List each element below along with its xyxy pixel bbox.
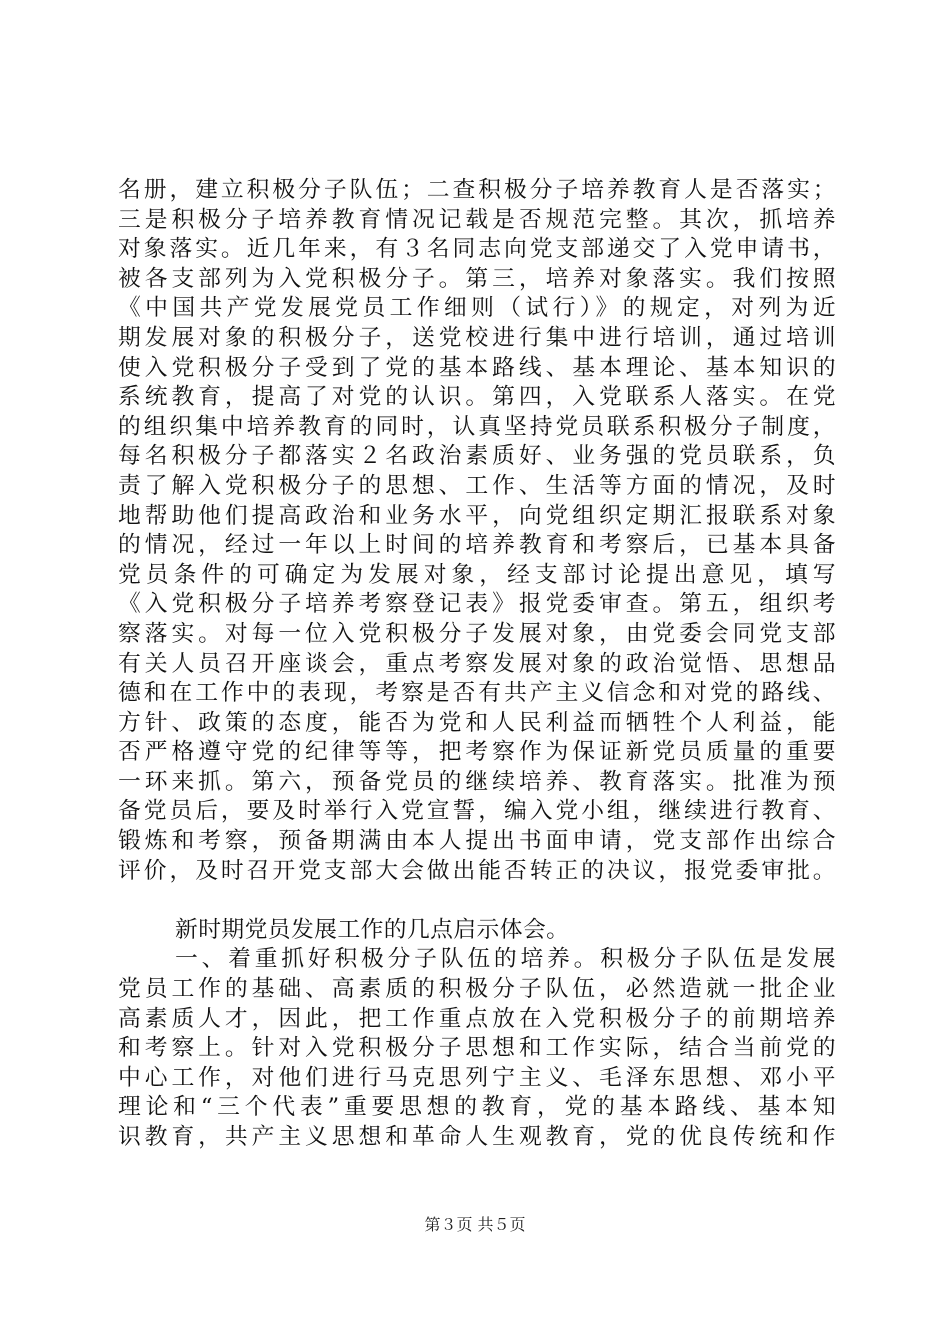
text-line: 系统教育，提高了对党的认识。第四，入党联系人落实。在党 <box>118 384 836 411</box>
text-line: 理论和“三个代表”重要思想的教育，党的基本路线、基本知 <box>118 1094 836 1121</box>
text-line: 中心工作，对他们进行马克思列宁主义、毛泽东思想、邓小平 <box>118 1064 836 1091</box>
text-line: 党员条件的可确定为发展对象，经支部讨论提出意见，填写 <box>118 561 836 588</box>
text-line: 党员工作的基础、高素质的积极分子队伍，必然造就一批企业 <box>118 976 836 1003</box>
text-line: 备党员后，要及时举行入党宣誓，编入党小组，继续进行教育、 <box>118 798 836 825</box>
text-line: 地帮助他们提高政治和业务水平，向党组织定期汇报联系对象 <box>118 502 836 529</box>
text-line: 方针、政策的态度，能否为党和人民利益而牺牲个人利益，能 <box>118 709 836 736</box>
text-line: 识教育，共产主义思想和革命人生观教育，党的优良传统和作 <box>118 1124 836 1150</box>
section-heading: 新时期党员发展工作的几点启示体会。 <box>175 916 570 943</box>
text-line: 一、着重抓好积极分子队伍的培养。积极分子队伍是发展 <box>175 946 836 973</box>
text-line: 《入党积极分子培养考察登记表》报党委审查。第五，组织考 <box>118 591 836 618</box>
text-line: 的组织集中培养教育的同时，认真坚持党员联系积极分子制度， <box>118 413 836 440</box>
text-line: 《中国共产党发展党员工作细则（试行）》的规定，对列为近 <box>118 295 836 322</box>
text-line: 锻炼和考察，预备期满由本人提出书面申请，党支部作出综合 <box>118 828 836 855</box>
text-line: 期发展对象的积极分子，送党校进行集中进行培训，通过培训 <box>118 324 836 351</box>
document-body <box>118 176 836 1153</box>
text-line: 对象落实。近几年来，有３名同志向党支部递交了入党申请书， <box>118 236 836 263</box>
text-line: 一环来抓。第六，预备党员的继续培养、教育落实。批准为预 <box>118 768 836 795</box>
paragraph-activist-cultivation <box>118 945 836 1152</box>
text-line: 使入党积极分子受到了党的基本路线、基本理论、基本知识的 <box>118 354 836 381</box>
section-heading-block <box>118 916 836 946</box>
text-line: 每名积极分子都落实２名政治素质好、业务强的党员联系，负 <box>118 443 836 470</box>
text-line: 察落实。对每一位入党积极分子发展对象，由党委会同党支部 <box>118 620 836 647</box>
paragraph-spacer <box>118 886 836 916</box>
text-line: 否严格遵守党的纪律等等，把考察作为保证新党员质量的重要 <box>118 739 836 766</box>
text-line: 的情况，经过一年以上时间的培养教育和考察后，已基本具备 <box>118 532 836 559</box>
text-line: 被各支部列为入党积极分子。第三，培养对象落实。我们按照 <box>118 265 836 292</box>
text-line: 有关人员召开座谈会，重点考察发展对象的政治觉悟、思想品 <box>118 650 836 677</box>
text-line: 评价，及时召开党支部大会做出能否转正的决议，报党委审批。 <box>118 857 836 884</box>
page-number-footer: 第３页 共５页 <box>424 1215 526 1234</box>
text-line: 德和在工作中的表现，考察是否有共产主义信念和对党的路线、 <box>118 680 836 707</box>
text-line: 高素质人才，因此，把工作重点放在入党积极分子的前期培养 <box>118 1005 836 1032</box>
text-line: 责了解入党积极分子的思想、工作、生活等方面的情况，及时 <box>118 472 836 499</box>
paragraph-training-implementation <box>118 176 836 886</box>
text-line: 和考察上。针对入党积极分子思想和工作实际，结合当前党的 <box>118 1035 836 1062</box>
text-line: 三是积极分子培养教育情况记载是否规范完整。其次，抓培养 <box>118 206 836 233</box>
text-line: 名册，建立积极分子队伍；二查积极分子培养教育人是否落实； <box>118 177 836 203</box>
